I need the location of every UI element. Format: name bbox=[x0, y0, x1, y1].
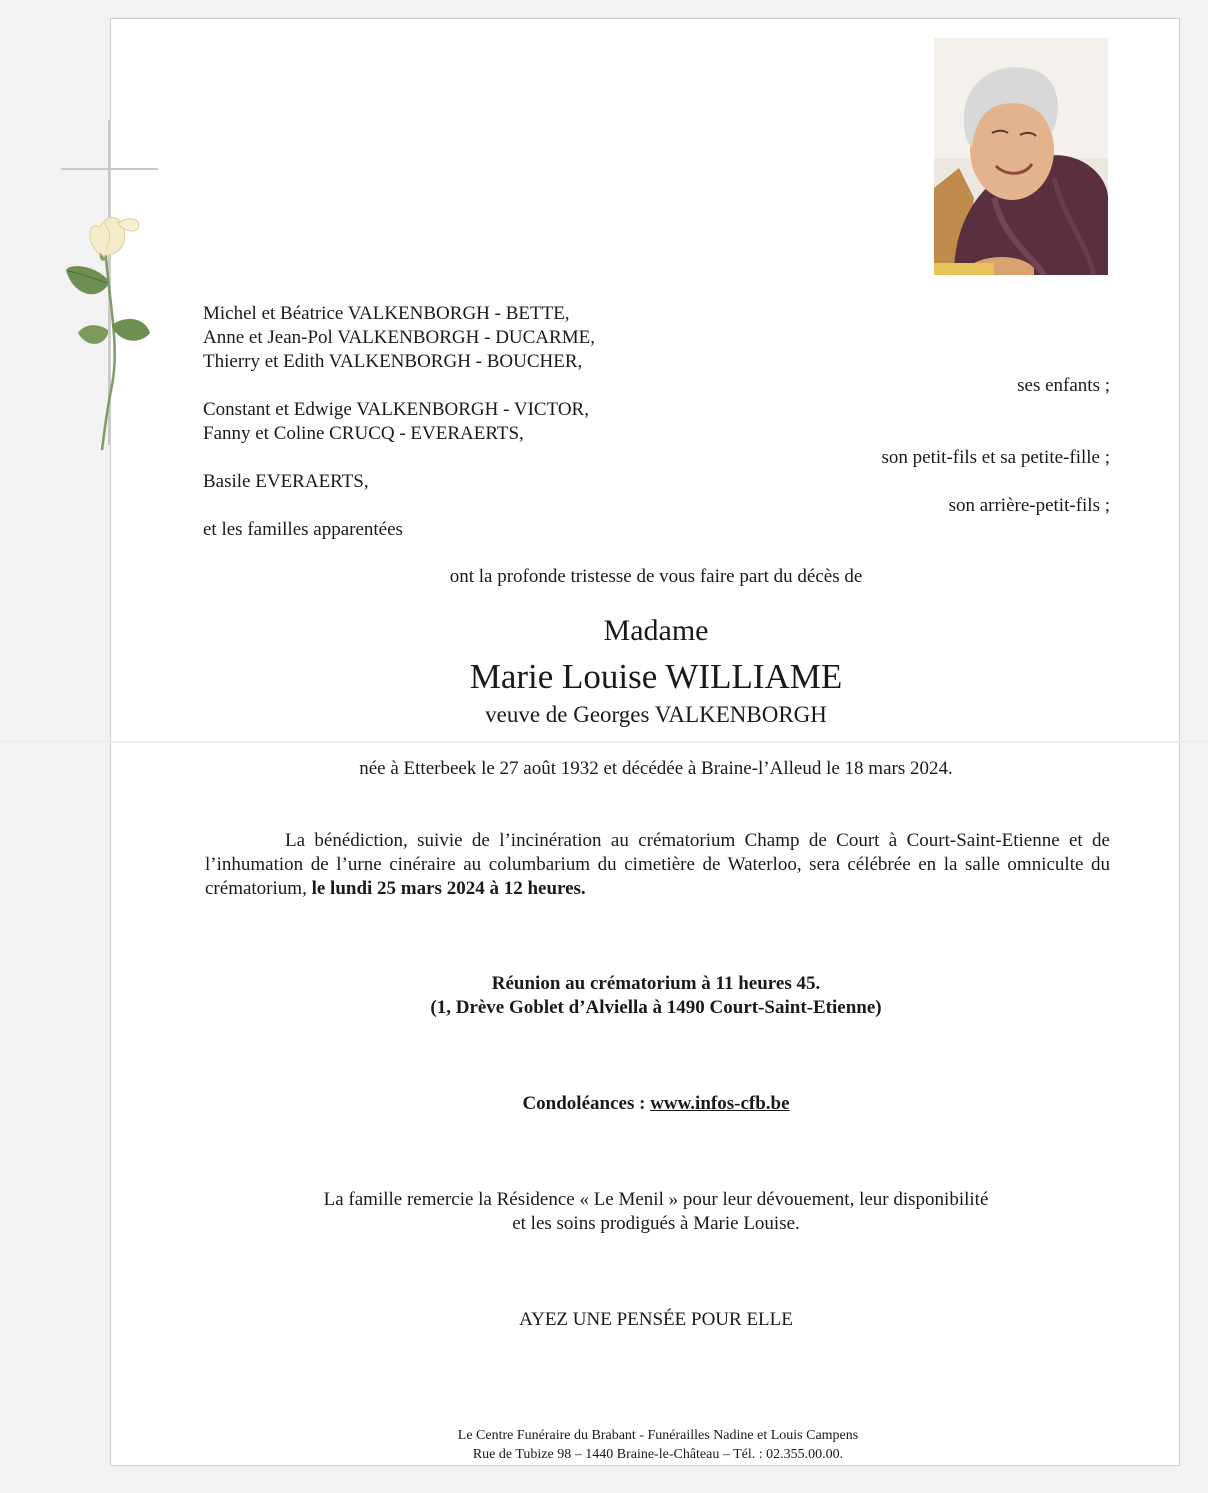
deceased-dates: née à Etterbeek le 27 août 1932 et décédée à Braine-l’Alleud le 18 mars 2024. bbox=[359, 758, 953, 779]
family-grandchild-1: Constant et Edwige VALKENBORGH - VICTOR, bbox=[203, 399, 589, 420]
family-relatives: et les familles apparentées bbox=[203, 519, 403, 540]
footer-line-2: Rue de Tubize 98 – 1440 Braine-le-Château – Tél. : 02.355.00.00. bbox=[472, 1447, 844, 1462]
meeting-line-2: (1, Drève Goblet d’Alviella à 1490 Court-Saint-Etienne) bbox=[430, 997, 882, 1018]
fold-line bbox=[0, 741, 1208, 743]
thanks-line-1: La famille remercie la Résidence « Le Menil » pour leur dévouement, leur disponibilité bbox=[323, 1189, 989, 1210]
portrait-photo bbox=[934, 38, 1108, 275]
deceased-name: Marie Louise WILLIAME bbox=[469, 657, 843, 696]
ceremony-text: La bénédiction, suivie de l’incinération au crématorium Champ de Court à Court-Saint-Etienne et de l’inhumation de l’urne cinéraire au columbarium du cimetière de Waterloo, sera célébrée en la salle omniculte du crématorium, bbox=[205, 830, 1110, 899]
meeting-line-1: Réunion au crématorium à 11 heures 45. bbox=[491, 973, 821, 994]
family-child-3: Thierry et Edith VALKENBORGH - BOUCHER, bbox=[203, 351, 583, 372]
family-great-grandchild: Basile EVERAERTS, bbox=[203, 471, 369, 492]
cross-horizontal-bar bbox=[61, 168, 158, 170]
children-role: ses enfants ; bbox=[1017, 375, 1110, 396]
grandchildren-role: son petit-fils et sa petite-fille ; bbox=[881, 447, 1110, 468]
thanks-line-2: et les soins prodigués à Marie Louise. bbox=[512, 1213, 800, 1234]
condolences-line bbox=[300, 1092, 1012, 1116]
announcement-text: ont la profonde tristesse de vous faire part du décès de bbox=[449, 566, 863, 587]
family-child-2: Anne et Jean-Pol VALKENBORGH - DUCARME, bbox=[203, 327, 595, 348]
deceased-honorific: Madame bbox=[603, 614, 709, 647]
ceremony-date: le lundi 25 mars 2024 à 12 heures. bbox=[311, 878, 586, 899]
closing-text: AYEZ UNE PENSÉE POUR ELLE bbox=[519, 1309, 793, 1330]
rose-icon bbox=[60, 205, 160, 450]
ceremony-paragraph bbox=[205, 829, 1110, 901]
footer bbox=[380, 1426, 936, 1464]
family-grandchild-2: Fanny et Coline CRUCQ - EVERAERTS, bbox=[203, 423, 524, 444]
condolences-label: Condoléances : bbox=[522, 1093, 651, 1114]
deceased-widow-of: veuve de Georges VALKENBORGH bbox=[485, 702, 827, 727]
footer-line-1: Le Centre Funéraire du Brabant - Funérailles Nadine et Louis Campens bbox=[457, 1428, 859, 1443]
condolences-link[interactable]: www.infos-cfb.be bbox=[650, 1093, 790, 1114]
family-child-1: Michel et Béatrice VALKENBORGH - BETTE, bbox=[203, 303, 570, 324]
great-grandchild-role: son arrière-petit-fils ; bbox=[948, 495, 1110, 516]
